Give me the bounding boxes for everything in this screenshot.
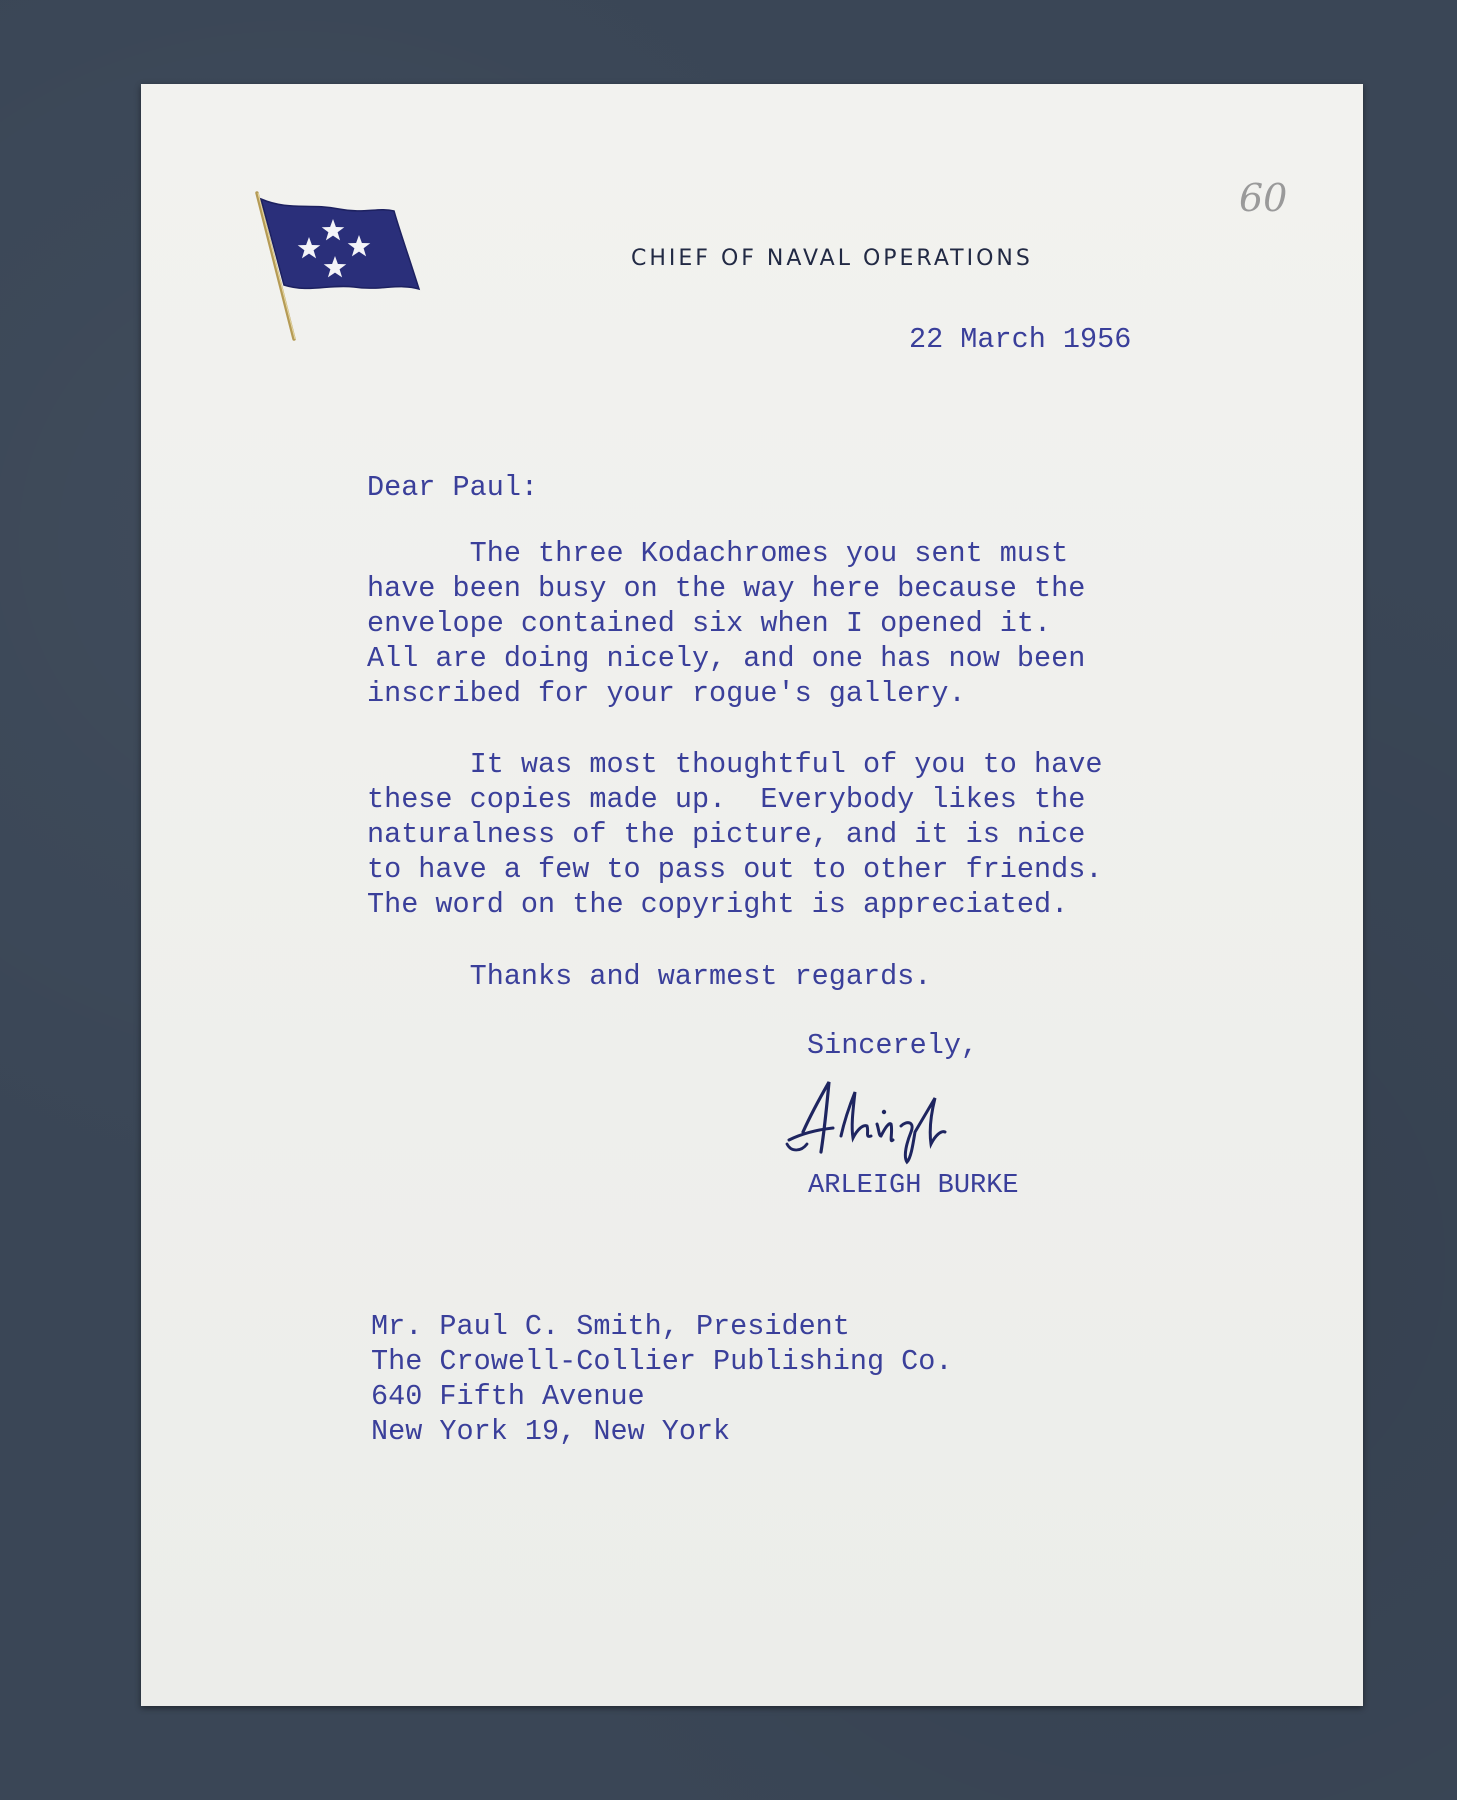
letter-sheet [141,84,1363,1706]
handwritten-signature [781,1074,971,1169]
sign-off: Sincerely, [807,1029,979,1062]
salutation: Dear Paul: [367,471,539,504]
body-paragraph-2: It was most thoughtful of you to have these copies made up. Everybody likes the naturalness of the picture, and it is nice to have a few to pass out to other friends. The word on the copyright is appreciated. [367,748,1103,921]
pencil-note: 60 [1239,176,1288,220]
signer-name: ARLEIGH BURKE [808,1171,1019,1201]
letterhead-title: CHIEF OF NAVAL OPERATIONS [631,246,1033,271]
letter-date: 22 March 1956 [909,323,1132,356]
closing-line: Thanks and warmest regards. [367,960,932,993]
recipient-address: Mr. Paul C. Smith, President The Crowell-Collier Publishing Co. 640 Fifth Avenue New York 19, New York [371,1310,953,1448]
body-paragraph-1: The three Kodachromes you sent must have been busy on the way here because the envelope contained six when I opened it. All are doing nicely, and one has now been inscribed for your rogue's gallery. [367,537,1086,710]
four-star-flag-icon [249,189,424,344]
